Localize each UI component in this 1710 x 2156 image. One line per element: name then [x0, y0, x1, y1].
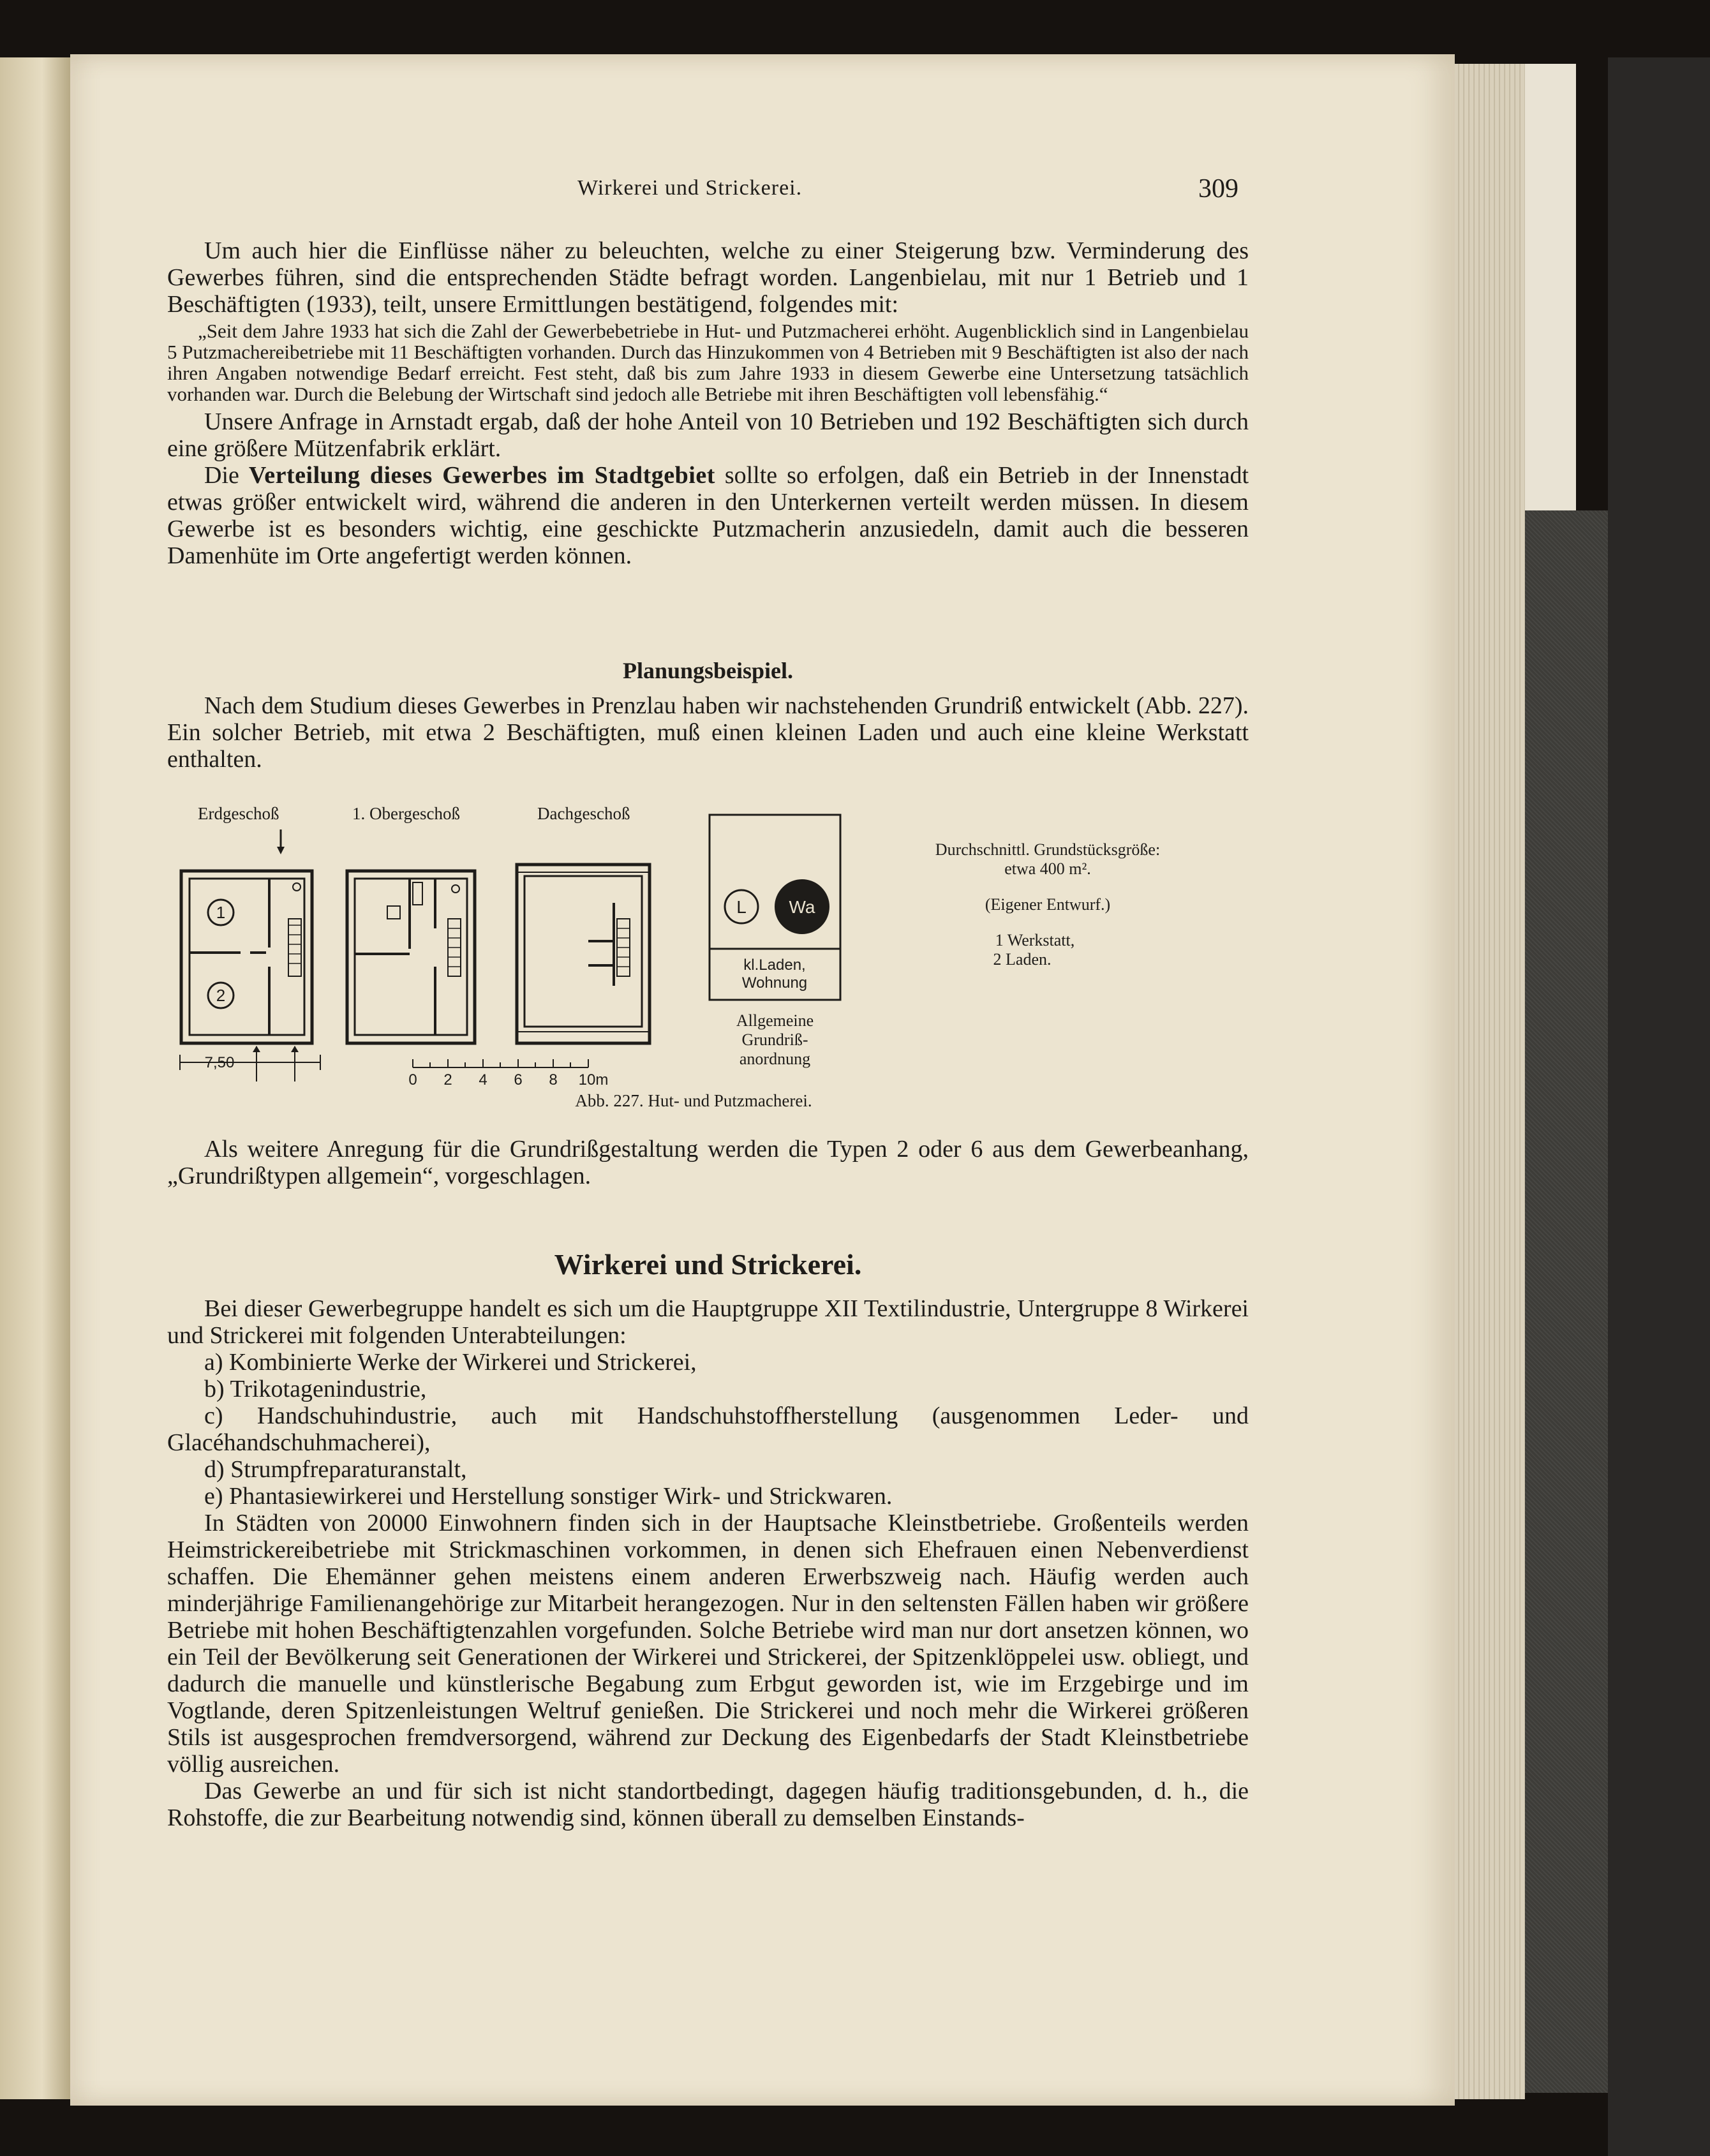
label-erdgeschoss: Erdgeschoß — [198, 804, 279, 823]
planungsbeispiel-text: Nach dem Studium dieses Gewerbes in Prenzlau haben wir nachstehenden Grundriß entwickelt (Abb. 227). Ein solcher Betrieb, mit etwa 2 Beschäftigten, muß einen kleinen Laden und auch eine kleine Werkstatt enthalten. — [167, 692, 1249, 773]
list-item-c: c) Handschuhindustrie, auch mit Handschuhstoffherstellung (ausgenommen Leder- und Glacéhandschuhmacherei), — [167, 1402, 1249, 1456]
scale-tick-6: 6 — [514, 1071, 523, 1089]
scale-bar — [413, 1059, 588, 1067]
section-intro: Bei dieser Gewerbegruppe handelt es sich um die Hauptgruppe XII Textilindustrie, Untergruppe 8 Wirkerei und Strickerei mit folgenden Unterabteilungen: — [167, 1295, 1249, 1349]
diagram-box-line2: Wohnung — [741, 974, 808, 992]
diagram-caption-line1: Allgemeine — [736, 1011, 814, 1030]
scale-tick-8: 8 — [549, 1071, 558, 1089]
list-item-b: b) Trikotagenindustrie, — [204, 1376, 427, 1402]
top-text-block — [167, 237, 1249, 569]
plan-erdgeschoss — [181, 829, 312, 1043]
list-item-e: e) Phantasiewirkerei und Herstellung sonstiger Wirk- und Strickwaren. — [204, 1483, 893, 1510]
page-number: 309 — [1198, 174, 1238, 204]
intro-paragraph: Um auch hier die Einflüsse näher zu beleuchten, welche zu einer Steigerung bzw. Verminderung des Gewerbes führen, sind die entsprechenden Städte befragt worden. Langenbielau, mit nur 1 Betrieb und 1 Beschäftigten (1933), teilt, unsere Ermittlungen bestätigend, folgendes mit: — [167, 237, 1249, 318]
scale-tick-0: 0 — [408, 1071, 417, 1089]
info-line4: 1 Werkstatt, — [995, 931, 1075, 949]
section-body — [167, 1295, 1249, 1831]
plan-obergeschoss — [347, 871, 475, 1043]
diagram-box-line1: kl.Laden, — [743, 956, 806, 974]
arnstadt-paragraph: Unsere Anfrage in Arnstadt ergab, daß der hohe Anteil von 10 Betrieben und 192 Beschäftigten sich durch eine größere Mützenfabrik erklärt. — [167, 408, 1249, 462]
verteilung-paragraph — [167, 462, 1249, 569]
diagram-Wa: Wa — [789, 897, 815, 917]
dimension-label: 7,50 — [204, 1054, 235, 1071]
scale-tick-2: 2 — [443, 1071, 452, 1089]
diagram-L: L — [736, 897, 747, 917]
info-line2: etwa 400 m². — [1004, 859, 1091, 878]
section-heading: Wirkerei und Strickerei. — [554, 1248, 862, 1281]
figure-info — [888, 840, 1207, 969]
running-head: Wirkerei und Strickerei. — [577, 176, 803, 200]
list-item-a: a) Kombinierte Werke der Wirkerei und Strickerei, — [204, 1349, 697, 1376]
scale-end: 10m — [578, 1071, 609, 1089]
dimension-line — [180, 1046, 320, 1082]
diagram-caption — [697, 1011, 853, 1069]
scale-tick-4: 4 — [479, 1071, 487, 1089]
planungsbeispiel-block — [167, 692, 1249, 773]
info-line3: (Eigener Entwurf.) — [985, 895, 1111, 914]
planungsbeispiel-heading: Planungsbeispiel. — [622, 658, 794, 683]
figure-abb-227 — [167, 801, 1252, 1133]
figure-caption: Abb. 227. Hut- und Putzmacherei. — [575, 1091, 812, 1110]
label-obergeschoss: 1. Obergeschoß — [352, 804, 460, 823]
anregung-block — [167, 1136, 1249, 1189]
verteilung-lead: Die — [204, 462, 239, 489]
list-item-d: d) Strumpfreparaturanstalt, — [204, 1456, 467, 1483]
verteilung-rest: sollte so erfolgen, daß ein Betrieb in der Innenstadt etwas größer entwickelt wird, während die anderen in den Unterkernen verteilt werden müssen. In diesem Gewerbe ist es besonders wichtig, eine geschickte Putzmacherin anzusiedeln, damit auch die besseren Damenhüte im Orte angefertigt werden können. — [167, 462, 1249, 569]
room-2-label: 2 — [216, 986, 226, 1005]
section-paragraph-1: In Städten von 20000 Einwohnern finden sich in der Hauptsache Kleinstbetriebe. Großenteils werden Heimstrickereibetriebe mit Strickmaschinen vorkommen, in denen sich Ehefrauen einen Nebenverdienst schaffen. Die Ehemänner gehen meistens einem anderen Erwerbszweig nach. Häufig werden auch minderjährige Familienangehörige zur Mitarbeit herangezogen. Nur in den seltensten Fällen haben wir größere Betriebe mit hohen Beschäftigtenzahlen vorgefunden. Solche Betriebe wird man nur dort ansetzen können, wo ein Teil der Bevölkerung seit Generationen der Wirkerei und Strickerei, der Spitzenklöppelei usw. obliegt, und dadurch die manuelle und künstlerische Begabung zum Erbgut geworden ist, wie im Erzgebirge und im Vogtlande, deren Spitzenleistungen Weltruf genießen. Die Strickerei und noch mehr die Wirkerei größeren Stils ist ausgesprochen fremdversorgend, während zur Deckung des Eigenbedarfs der Stadt Kleinstbetriebe völlig ausreichen. — [167, 1510, 1249, 1778]
info-line5: 2 Laden. — [993, 950, 1052, 969]
room-1-label: 1 — [216, 903, 226, 922]
diagram-caption-line3: anordnung — [739, 1050, 811, 1068]
label-dachgeschoss: Dachgeschoß — [537, 804, 630, 823]
info-line1: Durchschnittl. Grundstücksgröße: — [935, 840, 1161, 859]
section-paragraph-2: Das Gewerbe an und für sich ist nicht standortbedingt, dagegen häufig traditionsgebunden, d. h., die Rohstoffe, die zur Bearbeitung notwendig sind, können überall zu demselben Einstands- — [167, 1778, 1249, 1831]
anregung-paragraph: Als weitere Anregung für die Grundrißgestaltung werden die Typen 2 oder 6 aus dem Gewerbeanhang, „Grundrißtypen allgemein“, vorgeschlagen. — [167, 1136, 1249, 1189]
quote-paragraph: „Seit dem Jahre 1933 hat sich die Zahl der Gewerbebetriebe in Hut- und Putzmacherei erhöht. Augenblicklich sind in Langenbielau 5 Putzmachereibetriebe mit 11 Beschäftigten vorhanden. Durch das Hinzukommen von 4 Betrieben mit 9 Beschäftigten ist also der nach ihren Angaben notwendige Bedarf erreicht. Fest steht, daß bis zum Jahre 1933 in diesem Gewerbe eine Untersetzung tatsächlich vorhanden war. Durch die Belebung der Wirtschaft sind jedoch alle Betriebe mit ihren Beschäftigten voll lebensfähig.“ — [167, 320, 1249, 405]
verteilung-bold: Verteilung dieses Gewerbes im Stadtgebiet — [248, 462, 715, 489]
plan-dachgeschoss — [517, 865, 650, 1043]
diagram-caption-line2: Grundriß- — [741, 1030, 808, 1049]
